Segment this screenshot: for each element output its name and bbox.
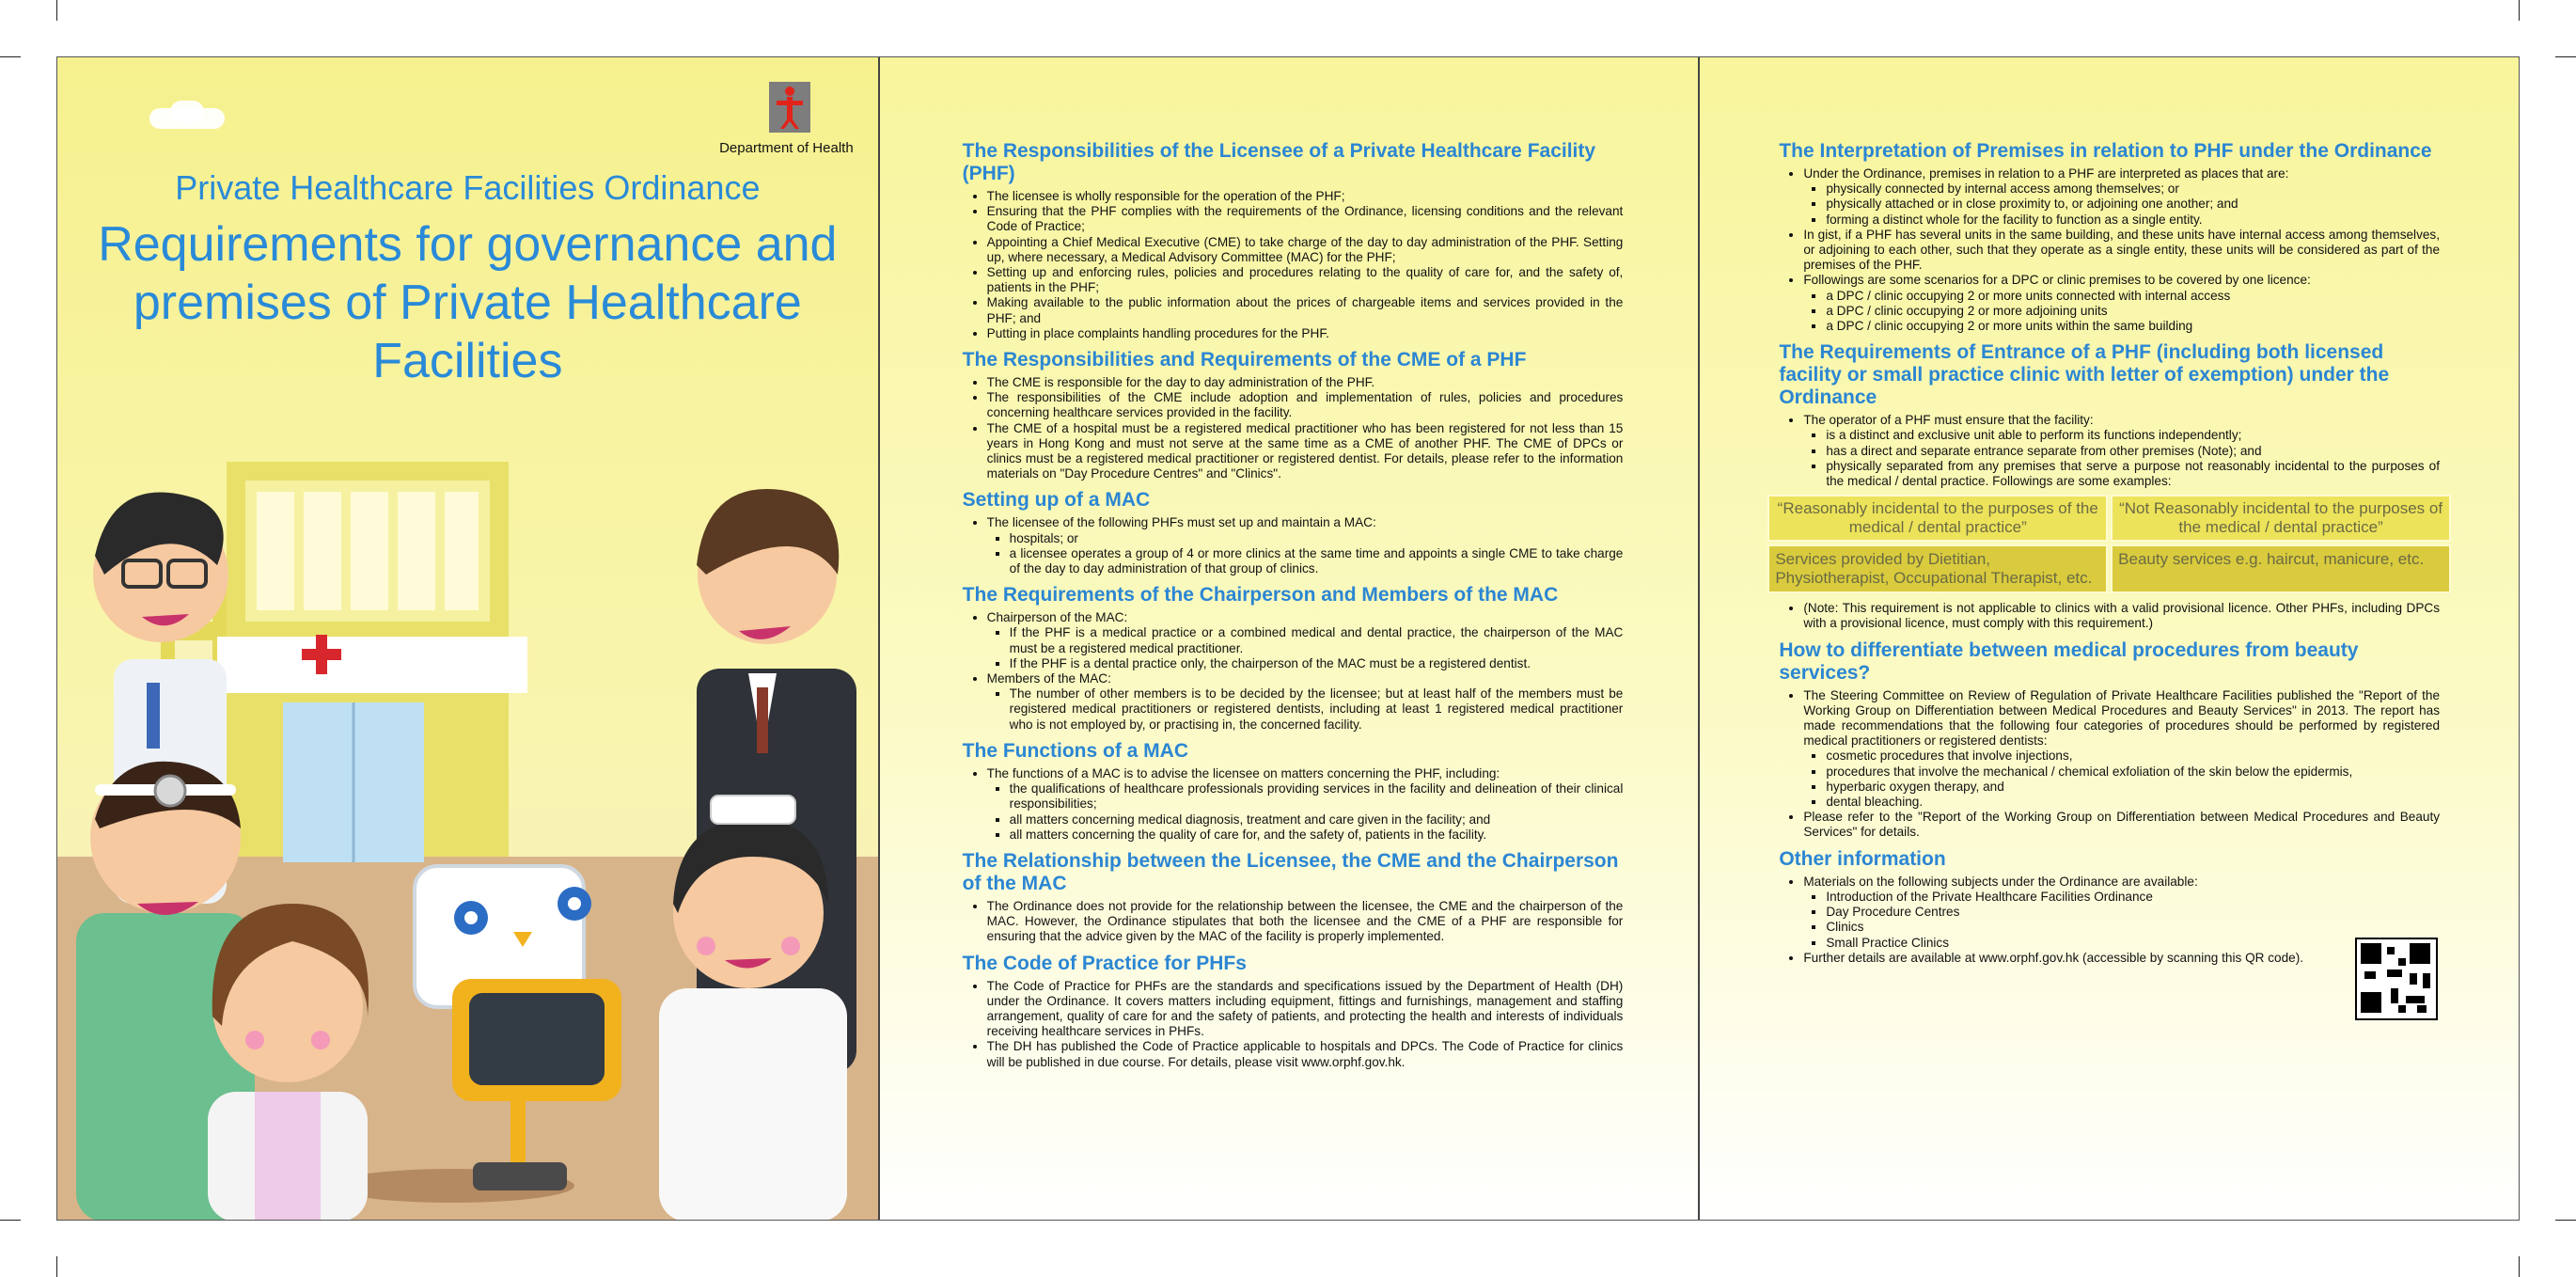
- bullet-item: • The CME of a hospital must be a registered medical practitioner who has been registered for not less than 15 years in Hong Kong and must not serve at the same time as a CME of another PHF. The CME of DPCs or clinics must be a registered medical practitioner or registered dentist. For details, please refer to the information materials on "Day Procedure Centres" and "Clinics".: [987, 421, 1624, 482]
- bullet-item: • The licensee of the following PHFs must set up and maintain a MAC: ▪ hospitals; or ▪ a licensee operates a group of 4 or more clinics at the same time and appoints a single CME to take charge of the day to day administration of that group of clinics.: [987, 515, 1624, 576]
- bullet-item: • The Ordinance does not provide for the relationship between the licensee, the CME and the chairperson of the MAC. However, the Ordinance stipulates that both the licensee and the CME of a PHF are responsible for ensuring that the advice given by the MAC of the facility is properly implemented.: [987, 899, 1624, 945]
- middle-panel: [878, 57, 1699, 1220]
- section-cme-requirements: [963, 349, 1624, 481]
- sub-bullet-item: ▪ forming a distinct whole for the facility to function as a single entity.: [1826, 213, 2440, 228]
- section-entrance-requirements: [1775, 341, 2443, 631]
- section-medical-vs-beauty: [1779, 639, 2440, 841]
- sub-bullet-item: ▪ hyperbaric oxygen therapy, and: [1826, 780, 2440, 795]
- bullet-item: • Further details are available at www.orphf.gov.hk (accessible by scanning this QR code).: [1803, 951, 2440, 966]
- section-code-of-practice: [963, 953, 1624, 1070]
- department-of-health-logo: [769, 82, 810, 133]
- bullet-item: • Ensuring that the PHF complies with the requirements of the Ordinance, licensing conditions and the relevant Code of Practice;: [987, 204, 1624, 234]
- right-content: [1775, 133, 2443, 970]
- sub-bullet-item: ▪ If the PHF is a dental practice only, the chairperson of the MAC must be a registered dentist.: [1010, 656, 1624, 671]
- bullet-item: • In gist, if a PHF has several units in the same building, and these units have internal access among themselves, or adjoining to each other, such that they operate as a single entity, these units will be considered as part of the premises of the PHF.: [1803, 228, 2440, 274]
- sub-bullet-item: ▪ Clinics: [1826, 920, 2440, 935]
- crop-mark: [2555, 56, 2576, 57]
- section-mac-chairperson: [963, 584, 1624, 733]
- bullet-item: • Members of the MAC: ▪ The number of other members is to be decided by the licensee; but at least half of the members must be registered medical practitioners or registered dentists, including at least 1 registered medical practitioner who is not employed by, or practising in, the concerned facility.: [987, 671, 1624, 733]
- section-other-information: [1779, 848, 2440, 966]
- sub-bullet-item: ▪ all matters concerning the quality of care for, and the safety of, patients in the facility.: [1010, 828, 1624, 843]
- section-premises-interpretation: [1779, 140, 2440, 334]
- crop-mark: [2519, 0, 2520, 21]
- section-heading: The Requirements of the Chairperson and Members of the MAC: [962, 584, 1559, 607]
- crop-mark: [0, 56, 21, 57]
- bullet-item: • The Code of Practice for PHFs are the standards and specifications issued by the Department of Health (DH) under the Ordinance. It covers matters including equipment, fittings and furnishings, management and staffing arrangement, quality of care for and the safety of patients, and protecting the health and interests of individuals receiving healthcare services in PHFs.: [987, 979, 1624, 1040]
- sub-bullet-item: ▪ If the PHF is a medical practice or a combined medical and dental practice, the chairperson of the MAC must be a registered medical practitioner.: [1010, 625, 1624, 655]
- table-cell: Beauty services e.g. haircut, manicure, etc.: [2111, 544, 2451, 593]
- cover-panel: [57, 57, 878, 1220]
- cloud: [170, 101, 204, 123]
- sub-bullet-item: ▪ Small Practice Clinics: [1826, 936, 2440, 951]
- section-heading: The Functions of a MAC: [962, 739, 1188, 762]
- bullet-item: • Please refer to the "Report of the Working Group on Differentiation between Medical Procedures and Beauty Services" for details.: [1803, 810, 2440, 840]
- bullet-item: • Setting up and enforcing rules, policies and procedures relating to the quality of care for, and the safety of, patients in the PHF;: [987, 265, 1624, 295]
- sub-bullet-item: ▪ a DPC / clinic occupying 2 or more adjoining units: [1826, 304, 2440, 319]
- sub-bullet-item: ▪ dental bleaching.: [1826, 795, 2440, 810]
- bullet-item: • The responsibilities of the CME include adoption and implementation of rules, policies and procedures concerning healthcare services provided in the facility.: [987, 390, 1624, 420]
- sub-bullet-item: ▪ physically attached or in close proximity to, or adjoining one another; and: [1826, 197, 2440, 212]
- sub-bullet-item: ▪ the qualifications of healthcare professionals providing services in the facility and delineation of their clinical responsibilities;: [1010, 781, 1624, 812]
- bullet-item: • Putting in place complaints handling procedures for the PHF.: [987, 326, 1624, 341]
- leaflet-sheet: [56, 56, 2520, 1221]
- sub-bullet-item: ▪ physically separated from any premises that serve a purpose not reasonably incidental to the purposes of the medical / dental practice. Followings are some examples:: [1826, 459, 2440, 489]
- sub-bullet-item: ▪ procedures that involve the mechanical / chemical exfoliation of the skin below the epidermis,: [1826, 765, 2440, 780]
- bullet-item: • Followings are some scenarios for a DPC or clinic premises to be covered by one licence: ▪ a DPC / clinic occupying 2 or more units connected with internal access ▪ a DPC / clinic occupying 2 or more adjoining units ▪ a DPC / clinic occupying 2 or more units within the same building: [1803, 273, 2440, 334]
- cover-subtitle: Private Healthcare Facilities Ordinance: [175, 168, 761, 207]
- bullet-item: • The DH has published the Code of Practice applicable to hospitals and DPCs. The Code of Practice for clinics will be published in due course. For details, please visit www.orphf.gov.hk.: [987, 1039, 1624, 1069]
- crop-mark: [56, 1256, 57, 1277]
- sub-bullet-item: ▪ is a distinct and exclusive unit able to perform its functions independently;: [1826, 428, 2440, 443]
- crop-mark: [2555, 1220, 2576, 1221]
- section-licensee-responsibilities: [963, 140, 1624, 341]
- section-mac-setup: [963, 489, 1624, 576]
- sub-bullet-item: ▪ hospitals; or: [1010, 531, 1624, 546]
- crop-mark: [0, 1220, 21, 1221]
- section-heading: Setting up of a MAC: [962, 489, 1151, 512]
- section-heading: The Code of Practice for PHFs: [962, 952, 1247, 974]
- sub-bullet-item: ▪ Introduction of the Private Healthcare Facilities Ordinance: [1826, 890, 2440, 905]
- sub-bullet-item: ▪ a DPC / clinic occupying 2 or more units within the same building: [1826, 319, 2440, 334]
- bullet-item: • Materials on the following subjects under the Ordinance are available: ▪ Introduction of the Private Healthcare Facilities Ordinance ▪ Day Procedure Centres ▪ Clinics ▪ Small Practice Clinics: [1803, 875, 2440, 951]
- section-heading: The Responsibilities of the Licensee of a Private Healthcare Facility (PHF): [962, 140, 1596, 184]
- sub-bullet-item: ▪ The number of other members is to be decided by the licensee; but at least half of the members must be registered medical practitioners or registered dentists, including at least 1 registered medical practitioner who is not employed by, or practising in, the concerned facility.: [1010, 686, 1624, 733]
- section-heading: How to differentiate between medical procedures from beauty services?: [1779, 638, 2359, 684]
- note-item: • (Note: This requirement is not applicable to clinics with a valid provisional licence. Other PHFs, including DPCs with a provisional licence, must comply with this requirement.): [1803, 601, 2440, 631]
- bullet-item: • The functions of a MAC is to advise the licensee on matters concerning the PHF, including: ▪ the qualifications of healthcare professionals providing services in the facility and delineation of their clinical responsibilities; ▪ all matters concerning medical diagnosis, treatment and care given in the facility; and ▪ all matters concerning the quality of care for, and the safety of, patients in the facility.: [987, 766, 1624, 843]
- table-cell: Services provided by Dietitian, Physiotherapist, Occupational Therapist, etc.: [1767, 544, 2108, 593]
- right-panel: [1698, 57, 2519, 1220]
- bullet-item: • Making available to the public information about the prices of chargeable items and services provided in the PHF; and: [987, 295, 1624, 325]
- bullet-item: • The licensee is wholly responsible for the operation of the PHF;: [987, 189, 1624, 204]
- middle-content: [963, 133, 1624, 1074]
- bullet-item: • Appointing a Chief Medical Executive (CME) to take charge of the day to day administration of the PHF. Setting up, where necessary, a Medical Advisory Committee (MAC) for the PHF;: [987, 235, 1624, 265]
- section-heading: The Relationship between the Licensee, the CME and the Chairperson of the MAC: [962, 849, 1619, 894]
- bullet-item: • The Steering Committee on Review of Regulation of Private Healthcare Facilities published the "Report of the Working Group on Differentiation between Medical Procedures and Beauty Services" in 2013. The report has made recommendations that the following four categories of procedures should be performed by registered medical practitioners or registered dentists: ▪ cosmetic procedures that involve injections, ▪ procedures that involve the mechanical / chemical exfoliation of the skin below the epidermis, ▪ hyperbaric oxygen therapy, and ▪ dental bleaching.: [1803, 688, 2440, 811]
- department-name: Department of Health: [719, 140, 854, 156]
- table-header: “Reasonably incidental to the purposes of the medical / dental practice”: [1767, 495, 2108, 542]
- cover-illustration: [57, 415, 878, 1220]
- sub-bullet-item: ▪ has a direct and separate entrance separate from other premises (Note); and: [1826, 444, 2440, 459]
- bullet-item: • The operator of a PHF must ensure that the facility: ▪ is a distinct and exclusive unit able to perform its functions independently; ▪ has a direct and separate entrance separate from other premises (Note); and ▪ physically separated from any premises that serve a purpose not reasonably incidental to the purposes of the medical / dental practice. Followings are some examples:: [1803, 413, 2440, 489]
- sub-bullet-item: ▪ a licensee operates a group of 4 or more clinics at the same time and appoints a single CME to take charge of the day to day administration of that group of clinics.: [1010, 546, 1624, 576]
- crop-mark: [2519, 1256, 2520, 1277]
- bullet-item: • Chairperson of the MAC: ▪ If the PHF is a medical practice or a combined medical and dental practice, the chairperson of the MAC must be a registered medical practitioner. ▪ If the PHF is a dental practice only, the chairperson of the MAC must be a registered dentist.: [987, 610, 1624, 671]
- section-heading: The Requirements of Entrance of a PHF (including both licensed facility or small practice clinic with letter of exemption) under the Ordinance: [1779, 341, 2390, 409]
- section-heading: The Responsibilities and Requirements of the CME of a PHF: [962, 349, 1527, 371]
- sub-bullet-item: ▪ physically connected by internal access among themselves; or: [1826, 181, 2440, 197]
- crop-mark: [56, 0, 57, 21]
- sub-bullet-item: ▪ all matters concerning medical diagnosis, treatment and care given in the facility; and: [1010, 812, 1624, 828]
- qr-code[interactable]: [2355, 938, 2438, 1020]
- sub-bullet-item: ▪ cosmetic procedures that involve injections,: [1826, 749, 2440, 764]
- sub-bullet-item: ▪ Day Procedure Centres: [1826, 905, 2440, 920]
- cover-title: Requirements for governance and premises of Private Healthcare Facilities: [98, 217, 838, 388]
- bullet-item: • Under the Ordinance, premises in relation to a PHF are interpreted as places that are: ▪ physically connected by internal access among themselves; or ▪ physically attached or in close proximity to, or adjoining one another; and ▪ forming a distinct whole for the facility to function as a single entity.: [1803, 166, 2440, 228]
- table-header: “Not Reasonably incidental to the purposes of the medical / dental practice”: [2111, 495, 2451, 542]
- section-heading: Other information: [1779, 847, 1946, 870]
- section-heading: The Interpretation of Premises in relation to PHF under the Ordinance: [1779, 140, 2432, 162]
- section-mac-functions: [963, 740, 1624, 843]
- examples-table: [1767, 495, 2451, 593]
- sub-bullet-item: ▪ a DPC / clinic occupying 2 or more units connected with internal access: [1826, 289, 2440, 304]
- section-relationship: [963, 850, 1624, 945]
- bullet-item: • The CME is responsible for the day to day administration of the PHF.: [987, 375, 1624, 390]
